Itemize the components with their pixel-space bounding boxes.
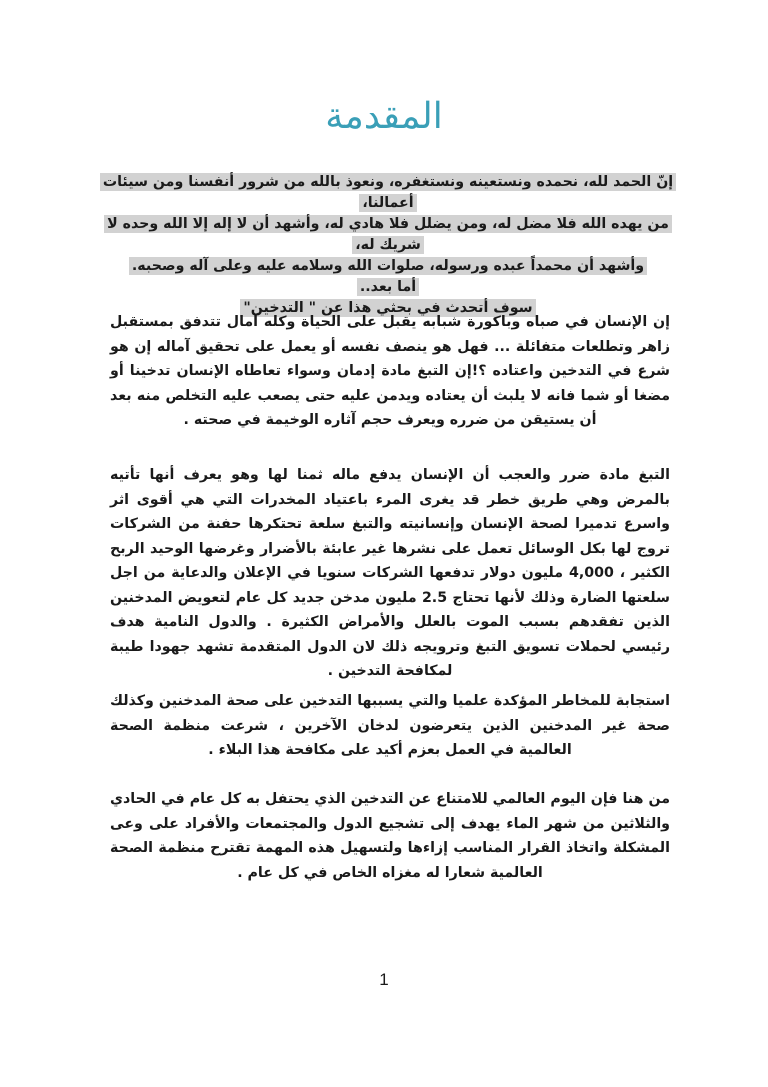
body-paragraph-1: إن الإنسان في صباه وباكورة شبابه يقبل على الحياة وكله آمال تتدفق بمستقبل زاهر وتطلعات متفائلة ... فهل هو ينصف نفسه أو يعمل على تحقيق آماله إن هو شرع في التدخين واعتاده ؟!إن التبغ مادة إدمان وسواء تعاطاه الإنسان تدخينا أو مضغا أو شما فانه لا يلبث أن يعتاده ويدمن عليه حتى يصعب عليه التخلص منه بعد أن يستيقن من ضرره ويعرف حجم آثاره الوخيمة في صحته . <box>110 314 670 429</box>
intro-line-3: وأشهد أن محمداً عبده ورسوله، صلوات الله وسلامه عليه وعلى آله وصحبه. <box>108 256 668 277</box>
page-number: 1 <box>379 970 389 989</box>
body-paragraph-4: من هنا فإن اليوم العالمي للامتناع عن التدخين الذي يحتفل به كل عام في الحادي والثلاثين من شهر الماء يهدف إلى تشجيع الدول والمجتمعات والأفراد على وعى المشكلة واتخاذ القرار المناسب إزاءها ولتسهيل هذه المهمة تقترح منظمة الصحة العالمية شعارا له مغزاه الخاص في كل عام . <box>110 791 670 881</box>
body-paragraph-2: التبغ مادة ضرر والعجب أن الإنسان يدفع ماله ثمنا لها وهو يعرف أنها تأتيه بالمرض وهي طريق خطر قد يغرى المرء باعتياد المخدرات التي هي أقوى اثر واسرع تدميرا لصحة الإنسان وإنسانيته والتبغ سلعة تحتكرها حفنة من الشركات تروج لها بكل الوسائل تعمل على نشرها غير عابئة بالأضرار وغرضها الوحيد الربح الكثير ، 4,000 مليون دولار تدفعها الشركات سنويا في الإعلان والدعاية من اجل سلعتها الضارة وذلك لأنها تحتاج 2.5 مليون مدخن جديد كل عام لتعويض المدخنين الذين تفقدهم بسبب الموت بالعلل والأمراض الكثيرة . والدول النامية هدف رئيسي لحملات تسويق التبغ وترويجه ذلك لان الدول المتقدمة تشهد جهودا طيبة لمكافحة التدخين . <box>110 467 670 680</box>
intro-line-5: سوف أتحدث في بحثي هذا عن " التدخين" <box>108 298 668 319</box>
intro-line-4: أما بعد.. <box>108 277 668 298</box>
page-title: المقدمة <box>325 96 443 137</box>
intro-line-1: إنّ الحمد لله، نحمده ونستعينه ونستغفره، ونعوذ بالله من شرور أنفسنا ومن سيئات أعمالنا، <box>98 172 678 214</box>
body-paragraph-3: استجابة للمخاطر المؤكدة علميا والتي يسببها التدخين على صحة المدخنين وكذلك صحة غير المدخنين الذين يتعرضون لدخان الآخرين ، شرعت منظمة الصحة العالمية في العمل بعزم أكيد على مكافحة هذا البلاء . <box>110 693 670 759</box>
intro-block <box>102 172 674 319</box>
intro-line-2: من يهده الله فلا مضل له، ومن يضلل فلا هادي له، وأشهد أن لا إله إلا الله وحده لا شريك له، <box>98 214 678 256</box>
